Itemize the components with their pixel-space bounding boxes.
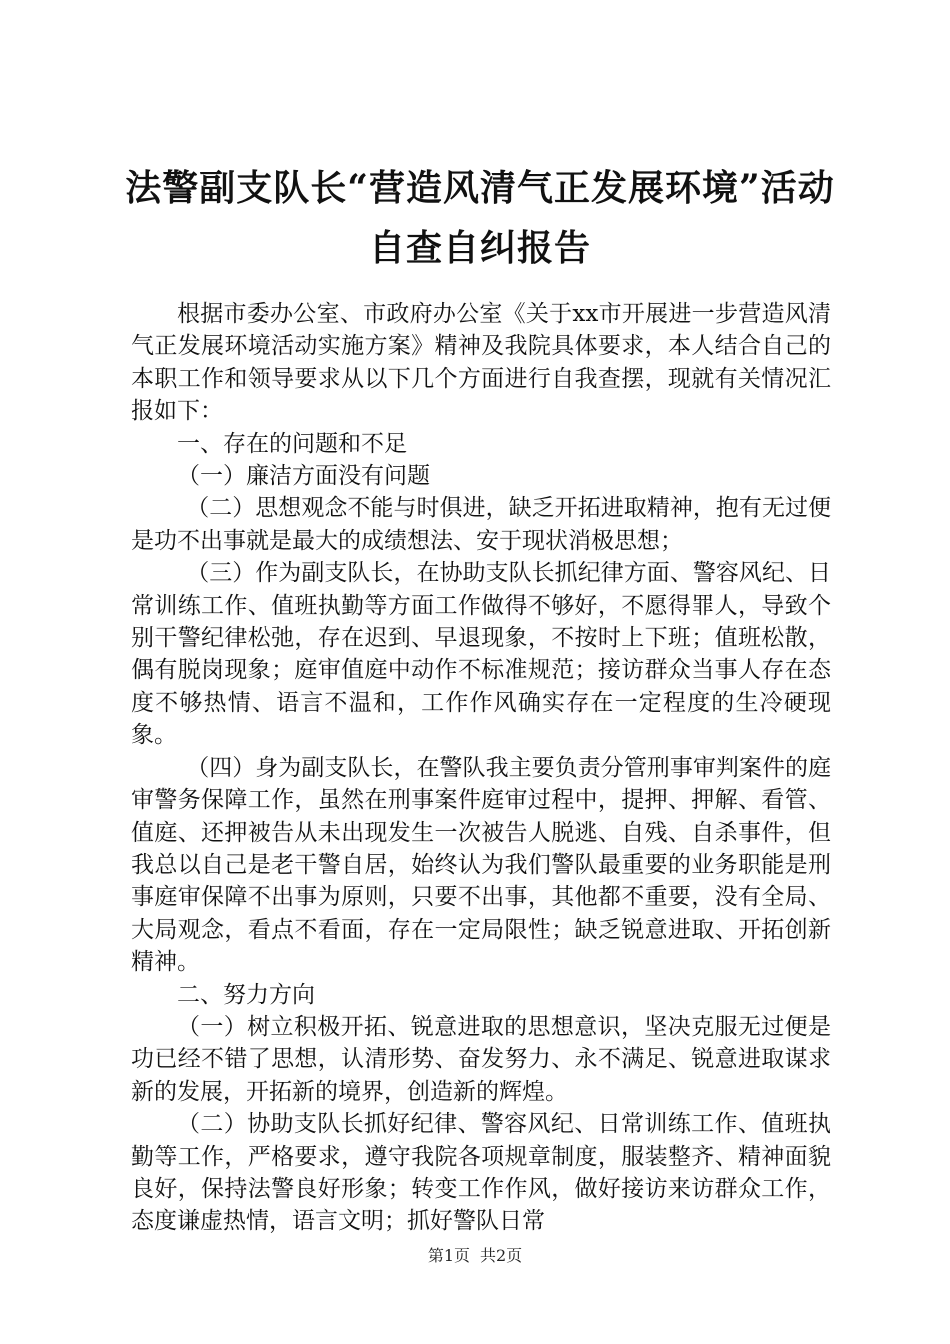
paragraph-intro: 根据市委办公室、市政府办公室《关于xx市开展进一步营造风清气正发展环境活动实施方案》精神及我院具体要求，本人结合自己的本职工作和领导要求从以下几个方面进行自我查摆，现就有关情况汇报如下： (131, 301, 831, 425)
title-line-1: 法警副支队长“营造风清气正发展环境”活动 (125, 167, 835, 209)
heading-problems: 一、存在的问题和不足 (177, 430, 407, 457)
paragraph-item-2: （二）思想观念不能与时俱进，缺乏开拓进取精神，抱有无过便是功不出事就是最大的成绩想法、安于现状消极思想； (131, 495, 831, 554)
paragraph-item-1: （一）廉洁方面没有问题 (177, 463, 430, 490)
paragraph-direction-1: （一）树立积极开拓、锐意进取的思想意识，坚决克服无过便是功已经不错了思想，认清形势、奋发努力、永不满足、锐意进取谋求新的发展，开拓新的境界，创造新的辉煌。 (131, 1013, 831, 1105)
paragraph-direction-2: （二）协助支队长抓好纪律、警容风纪、日常训练工作、值班执勤等工作，严格要求，遵守我院各项规章制度，服装整齐、精神面貌良好，保持法警良好形象；转变工作作风，做好接访来访群众工作，态度谦虚热情，语言文明；抓好警队日常 (131, 1111, 831, 1235)
title-line-2: 自查自纠报告 (368, 227, 591, 269)
page-footer (0, 1243, 950, 1266)
document-body (131, 298, 831, 1238)
heading-direction: 二、努力方向 (177, 981, 315, 1008)
page-number: 第1页 (427, 1246, 470, 1265)
document-title (110, 158, 850, 278)
page-total: 共2页 (480, 1246, 523, 1265)
paragraph-item-4: （四）身为副支队长，在警队我主要负责分管刑事审判案件的庭审警务保障工作，虽然在刑事案件庭审过程中，提押、押解、看管、值庭、还押被告从未出现发生一次被告人脱逃、自残、自杀事件，但我总以自己是老干警自居，始终认为我们警队最重要的业务职能是刑事庭审保障不出事为原则，只要不出事，其他都不重要，没有全局、大局观念，看点不看面，存在一定局限性；缺乏锐意进取、开拓创新精神。 (131, 754, 831, 976)
paragraph-item-3: （三）作为副支队长，在协助支队长抓纪律方面、警容风纪、日常训练工作、值班执勤等方面工作做得不够好，不愿得罪人，导致个别干警纪律松弛，存在迟到、早退现象，不按时上下班；值班松散，偶有脱岗现象；庭审值庭中动作不标准规范；接访群众当事人存在态度不够热情、语言不温和，工作作风确实存在一定程度的生冷硬现象。 (131, 560, 831, 749)
